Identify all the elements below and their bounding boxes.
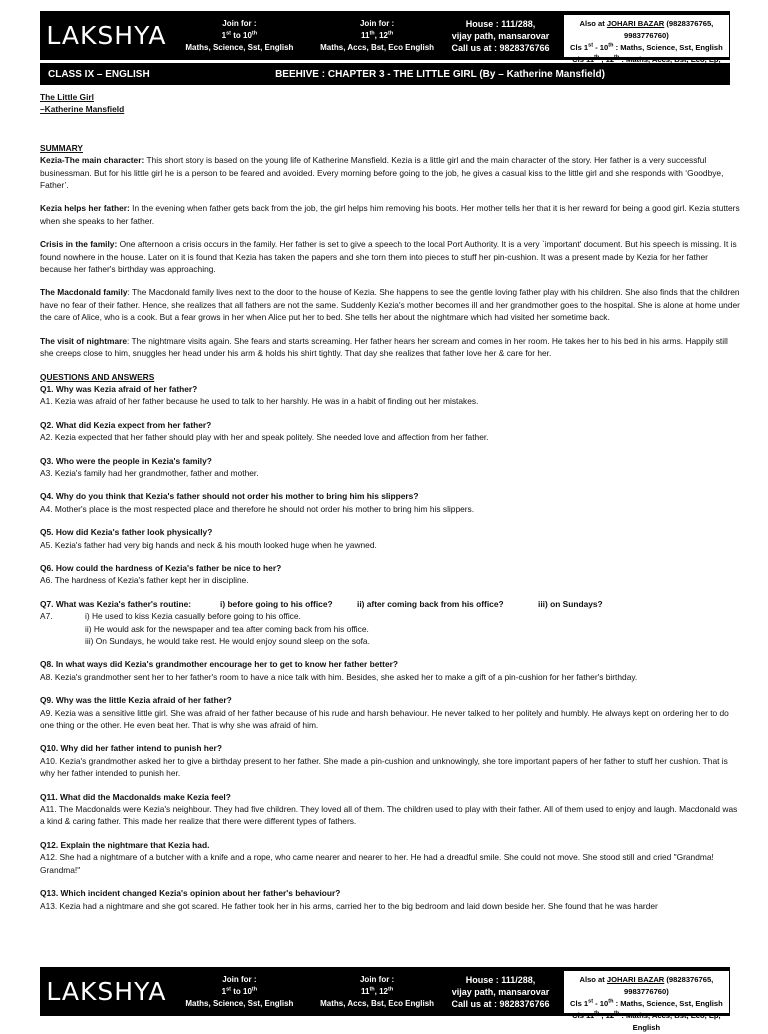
question: Q10. Why did her father intend to punish her?	[40, 743, 222, 754]
answer: A12. She had a nightmare of a butcher with a knife and a rope, who came nearer and nearer to her. He had a dreadful smile. She could not move. She stood still and cried "Grandma! Grandma!"	[40, 852, 714, 875]
answer: A6. The hardness of Kezia's father kept her in discipline.	[40, 575, 249, 586]
question: Q4. Why do you think that Kezia's father should not order his mother to bring him his slippers?	[40, 491, 419, 502]
answer: A10. Kezia's grandmother asked her to give a birthday present to her father. She made a pin-cushion and unknowingly, she tore important papers of her father to stuff her cushion. That is why her father intended to punish her.	[40, 755, 728, 779]
question: Q6. How could the hardness of Kezia's father be nice to her?	[40, 562, 282, 573]
question: Q7. What was Kezia's father's routine: i) before going to his office? ii) after coming back from his office? iii) on Sundays?	[40, 598, 603, 609]
join-primary-info: Join for : 1st to 10th Maths, Science, Sst, English	[185, 974, 294, 1008]
answer: A11. The Macdonalds were Kezia's neighbour. They had five children. They loved all of them. The children used to play with their father. All of them used to enjoy and laugh. Macdonald was a kind & caring father. This made her realize that there were different types of fathers.	[40, 804, 738, 827]
answer: A9. Kezia was a sensitive little girl. She was afraid of her father because of his rude and harsh behaviour. He never talked to her politely and humbly. He always kept on ordering her to do one thing or the other. He even beat her. That is why she was afraid of him.	[40, 707, 729, 731]
qa-item	[40, 694, 740, 731]
question: Q12. Explain the nightmare that Kezia had.	[40, 839, 210, 850]
qa-item	[40, 791, 740, 828]
story-title: The Little Girl	[40, 92, 94, 102]
question: Q5. How did Kezia's father look physically?	[40, 527, 213, 538]
address-info: House : 111/288, vijay path, mansarovar Call us at : 9828376766	[451, 974, 550, 1009]
branch-info-box: Also at JOHARI BAZAR (9828376765, 9983776760) Cls 1st - 10th : Maths, Science, Sst, English Cls 11th , 12th : Maths, Accs, Bst, Eco, Ep, English	[563, 970, 730, 1014]
answer: A8. Kezia's grandmother sent her to her father's room to have a nice talk with him. Besides, she asked her to make a gift of a pin-cushion for her father's birthday.	[40, 671, 638, 682]
question: Q2. What did Kezia expect from her father?	[40, 419, 212, 430]
address-info: House : 111/288, vijay path, mansarovar Call us at : 9828376766	[451, 18, 550, 53]
qa-item-q7	[40, 598, 740, 648]
document-body	[40, 91, 740, 923]
question: Q13. Which incident changed Kezia's opinion about her father's behaviour?	[40, 888, 341, 899]
summary-paragraph: The visit of nightmare: The nightmare visits again. She fears and starts screaming. Her father hears her scream and comes in her room. He takes her to his bed in his arms. Happily still she creeps close to him, snuggles her head under his arm & holds his shirt tightly. That day she realizes that father love her & care for her.	[40, 335, 728, 359]
summary-paragraph: Kezia-The main character: This short story is based on the young life of Katherine Mansfield. Kezia is a little girl and the main character of the story. Her father is a very successful businessman. But for his little girl he is a person to be feared and avoided. Every morning before going to the job, he gives a casual kiss to the little girl and she responds with ‘Goodbye, Father’.	[40, 155, 724, 191]
lakshya-logo: LAKSHYA	[46, 977, 167, 1006]
lakshya-logo: LAKSHYA	[46, 21, 167, 50]
question: Q11. What did the Macdonalds make Kezia feel?	[40, 791, 231, 802]
answer: A7. i) He used to kiss Kezia casually before going to his office. ii) He would ask for the newspaper and tea after coming back from his office. iii) On Sundays, he would take rest. He would enjoy sound sleep on the sofa.	[40, 611, 370, 646]
qa-item	[40, 455, 740, 480]
answer: A5. Kezia's father had very big hands and neck & his mouth looked huge when he yawned.	[40, 539, 377, 550]
qa-item	[40, 839, 740, 876]
answer: A3. Kezia's family had her grandmother, father and mother.	[40, 467, 259, 478]
qa-item	[40, 742, 740, 779]
answer: A13. Kezia had a nightmare and she got scared. He father took her in his arms, carried her to the big bedroom and laid down beside her. She found that he was harder	[40, 900, 658, 911]
chapter-title: BEEHIVE : CHAPTER 3 - THE LITTLE GIRL (By – Katherine Mansfield)	[275, 68, 605, 80]
question: Q3. Who were the people in Kezia's family?	[40, 455, 212, 466]
branch-info-box: Also at JOHARI BAZAR (9828376765, 9983776760) Cls 1st - 10th : Maths, Science, Sst, English Cls 11th , 12th : Maths, Accs, Bst, Eco, Ep,	[563, 14, 730, 58]
footer-banner	[40, 967, 730, 1032]
qa-item	[40, 383, 740, 408]
join-senior-info: Join for : 11th, 12th Maths, Accs, Bst, Eco English	[320, 18, 435, 52]
qa-item-q13	[40, 887, 740, 912]
header-banner	[40, 11, 730, 64]
summary-paragraph: Kezia helps her father: In the evening when father gets back from the job, the girl helps him removing his boots. Her mother tells her that it is her reward for being a good girl. Kezia stutters when she speaks to her father.	[40, 203, 740, 226]
qa-item	[40, 562, 740, 587]
question: Q1. Why was Kezia afraid of her father?	[40, 383, 198, 394]
question: Q9. Why was the little Kezia afraid of her father?	[40, 695, 232, 706]
story-author: –Katherine Mansfield	[40, 104, 125, 115]
qa-item	[40, 526, 740, 551]
summary-paragraph: Crisis in the family: One afternoon a crisis occurs in the family. Her father is set to give a speech to the local Port Authority. It is a very `important' document. But his speech is missing. It is found nowhere in the house. Later on it is found that Kezia has taken the papers and she torn them into pieces to stuff her pin-cushion. It was a present made by Kezia for her father because her father's birthday was approaching.	[40, 239, 737, 275]
question: Q8. In what ways did Kezia's grandmother encourage her to get to know her father better?	[40, 659, 398, 670]
join-primary-info: Join for : 1st to 10th Maths, Science, Sst, English	[185, 18, 294, 52]
class-chapter-bar	[40, 63, 730, 85]
qa-item	[40, 658, 740, 683]
qa-item	[40, 419, 740, 444]
summary-paragraph: The Macdonald family: The Macdonald family lives next to the door to the house of Kezia. She happens to see the gentle loving father play with his children. She also finds that the children have no fear of their father. Hence, she realizes that all fathers are not the same. Suddenly Kezia's mother becomes ill and her grandmother goes to the hospital. She is alone at home under the care of Alice, who is a cook. But a fear grows in her when Alice put her to bed. She tells her about the nightmare which had visited her sometime back.	[40, 287, 740, 323]
answer: A2. Kezia expected that her father should play with her and speak politely. She needed love and affection from her father.	[40, 432, 489, 443]
class-label: CLASS IX – ENGLISH	[48, 68, 150, 80]
join-senior-info: Join for : 11th, 12th Maths, Accs, Bst, Eco English	[320, 974, 435, 1008]
answer: A4. Mother's place is the most respected place and therefore he should not order his mother to bring him his slippers.	[40, 503, 475, 514]
qa-heading: QUESTIONS AND ANSWERS	[40, 371, 155, 382]
summary-heading: SUMMARY	[40, 142, 83, 153]
qa-item	[40, 490, 740, 515]
answer: A1. Kezia was afraid of her father because he used to talk to her harshly. He was in a habit of finding out her mistakes.	[40, 396, 479, 407]
